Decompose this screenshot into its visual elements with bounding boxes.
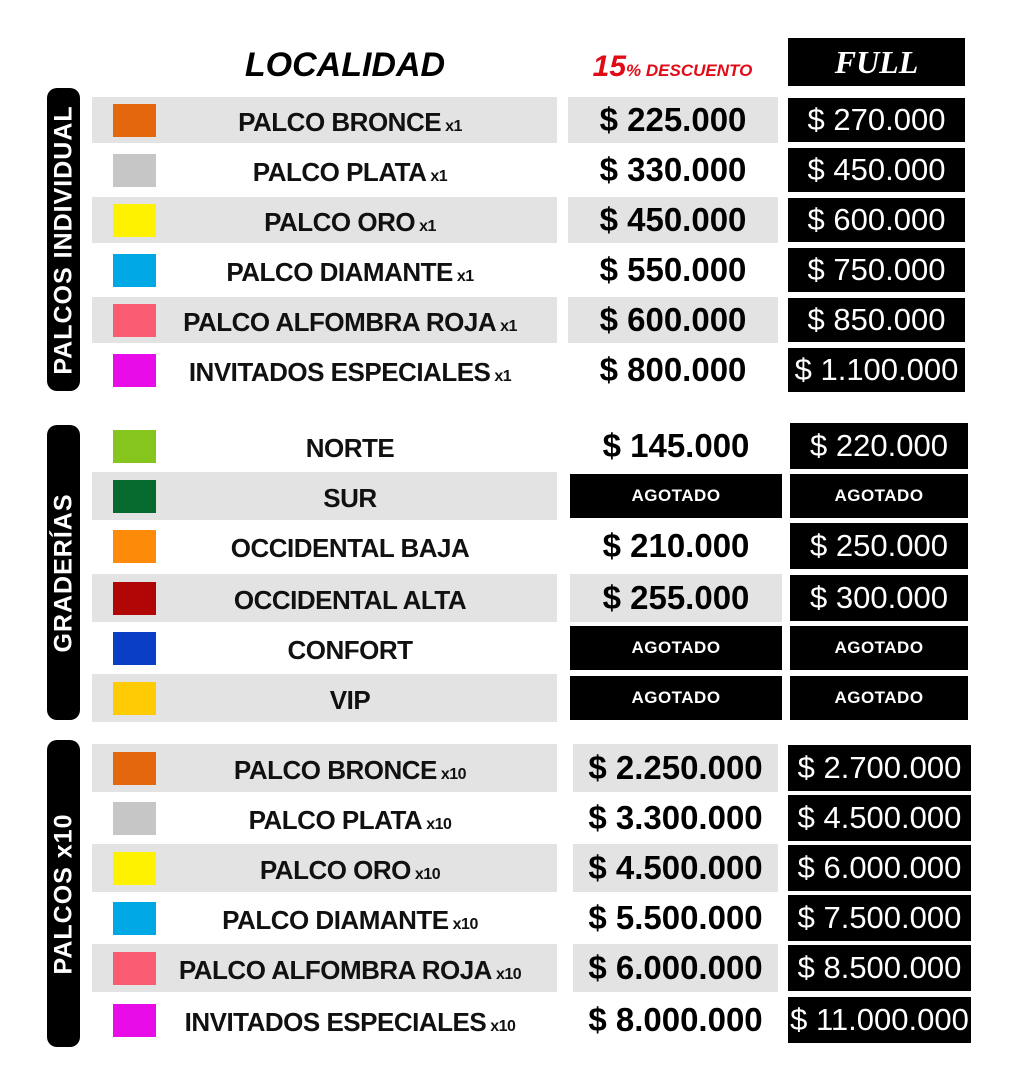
localidad-qty: x10 xyxy=(426,816,452,833)
discount-price: $ 225.000 xyxy=(599,101,747,138)
localidad-qty: x1 xyxy=(500,318,517,335)
discount-soldout: AGOTADO xyxy=(570,676,782,720)
localidad-name: PALCO BRONCE xyxy=(238,107,442,137)
localidad-qty: x10 xyxy=(452,916,478,933)
full-price: $ 850.000 xyxy=(788,298,965,342)
full-price: $ 8.500.000 xyxy=(788,945,971,991)
full-price: $ 250.000 xyxy=(790,523,968,569)
discount-price: $ 8.000.000 xyxy=(588,1001,763,1038)
discount-price: $ 210.000 xyxy=(602,527,750,564)
discount-soldout: AGOTADO xyxy=(570,474,782,518)
localidad-name: PALCO DIAMANTE xyxy=(222,905,449,935)
localidad-qty: x10 xyxy=(490,1018,516,1035)
localidad-name: NORTE xyxy=(305,433,395,463)
discount-price: $ 255.000 xyxy=(602,579,750,616)
header-discount xyxy=(560,42,785,92)
localidad-name: INVITADOS ESPECIALES xyxy=(184,1007,487,1037)
localidad-label xyxy=(150,624,550,672)
localidad-name: PALCO ALFOMBRA ROJA xyxy=(178,955,492,985)
localidad-label xyxy=(150,522,550,570)
localidad-label xyxy=(150,147,550,193)
localidad-name: OCCIDENTAL ALTA xyxy=(233,585,467,615)
full-price: $ 7.500.000 xyxy=(788,895,971,941)
section-label: GRADERÍAS xyxy=(49,492,77,653)
full-price: $ 4.500.000 xyxy=(788,795,971,841)
full-price: $ 11.000.000 xyxy=(788,997,971,1043)
localidad-name: CONFORT xyxy=(287,635,413,665)
full-soldout: AGOTADO xyxy=(790,626,968,670)
localidad-label xyxy=(150,197,550,243)
discount-price: $ 330.000 xyxy=(599,151,747,188)
localidad-name: SUR xyxy=(323,483,377,513)
discount-price: $ 800.000 xyxy=(599,351,747,388)
localidad-label xyxy=(150,574,550,622)
localidad-name: PALCO ORO xyxy=(264,207,416,237)
full-price: $ 270.000 xyxy=(788,98,965,142)
full-price: $ 600.000 xyxy=(788,198,965,242)
discount-price: $ 6.000.000 xyxy=(588,949,763,986)
header-discount-label: % DESCUENTO xyxy=(626,61,753,80)
section-tab xyxy=(47,425,80,720)
localidad-label xyxy=(150,247,550,293)
localidad-qty: x1 xyxy=(430,168,448,185)
discount-price: $ 450.000 xyxy=(599,201,747,238)
localidad-qty: x10 xyxy=(495,966,522,983)
full-soldout: AGOTADO xyxy=(790,474,968,518)
localidad-label xyxy=(150,297,550,343)
discount-price: $ 2.250.000 xyxy=(588,749,763,786)
localidad-name: PALCO BRONCE xyxy=(233,755,437,785)
full-soldout: AGOTADO xyxy=(790,676,968,720)
localidad-qty: x1 xyxy=(445,118,462,135)
localidad-label xyxy=(150,422,550,470)
localidad-label xyxy=(150,472,550,520)
full-price: $ 2.700.000 xyxy=(788,745,971,791)
localidad-qty: x1 xyxy=(494,368,512,385)
localidad-label xyxy=(150,996,550,1044)
section-label: PALCOS INDIVIDUAL xyxy=(49,104,77,375)
header-full: FULL xyxy=(788,38,965,86)
full-price: $ 300.000 xyxy=(790,575,968,621)
section-tab xyxy=(47,88,80,391)
localidad-label xyxy=(150,894,550,942)
full-price: $ 220.000 xyxy=(790,423,968,469)
localidad-label xyxy=(150,347,550,393)
localidad-name: PALCO ORO xyxy=(259,855,411,885)
localidad-label xyxy=(150,744,550,792)
localidad-label xyxy=(150,844,550,892)
localidad-qty: x1 xyxy=(419,218,436,235)
full-price: $ 750.000 xyxy=(788,248,965,292)
header-localidad: LOCALIDAD xyxy=(244,46,446,84)
localidad-name: INVITADOS ESPECIALES xyxy=(188,357,491,387)
section-label: PALCOS x10 xyxy=(49,813,77,974)
localidad-label xyxy=(150,97,550,143)
localidad-name: PALCO PLATA xyxy=(252,157,427,187)
section-tab xyxy=(47,740,80,1047)
localidad-name: VIP xyxy=(329,685,371,715)
localidad-name: PALCO DIAMANTE xyxy=(226,257,453,287)
localidad-name: OCCIDENTAL BAJA xyxy=(230,533,470,563)
discount-price: $ 550.000 xyxy=(599,251,747,288)
localidad-label xyxy=(150,794,550,842)
localidad-qty: x10 xyxy=(440,766,467,783)
discount-price: $ 145.000 xyxy=(602,427,750,464)
discount-price: $ 600.000 xyxy=(599,301,747,338)
localidad-qty: x1 xyxy=(456,268,474,285)
localidad-qty: x10 xyxy=(414,866,441,883)
header-discount-pct: 15 xyxy=(592,50,627,83)
full-price: $ 6.000.000 xyxy=(788,845,971,891)
localidad-name: PALCO PLATA xyxy=(248,805,423,835)
localidad-name: PALCO ALFOMBRA ROJA xyxy=(183,307,497,337)
full-price: $ 1.100.000 xyxy=(788,348,965,392)
full-price: $ 450.000 xyxy=(788,148,965,192)
discount-soldout: AGOTADO xyxy=(570,626,782,670)
discount-price: $ 3.300.000 xyxy=(588,799,763,836)
discount-price: $ 5.500.000 xyxy=(588,899,763,936)
localidad-label xyxy=(150,674,550,722)
localidad-label xyxy=(150,944,550,992)
discount-price: $ 4.500.000 xyxy=(588,849,763,886)
